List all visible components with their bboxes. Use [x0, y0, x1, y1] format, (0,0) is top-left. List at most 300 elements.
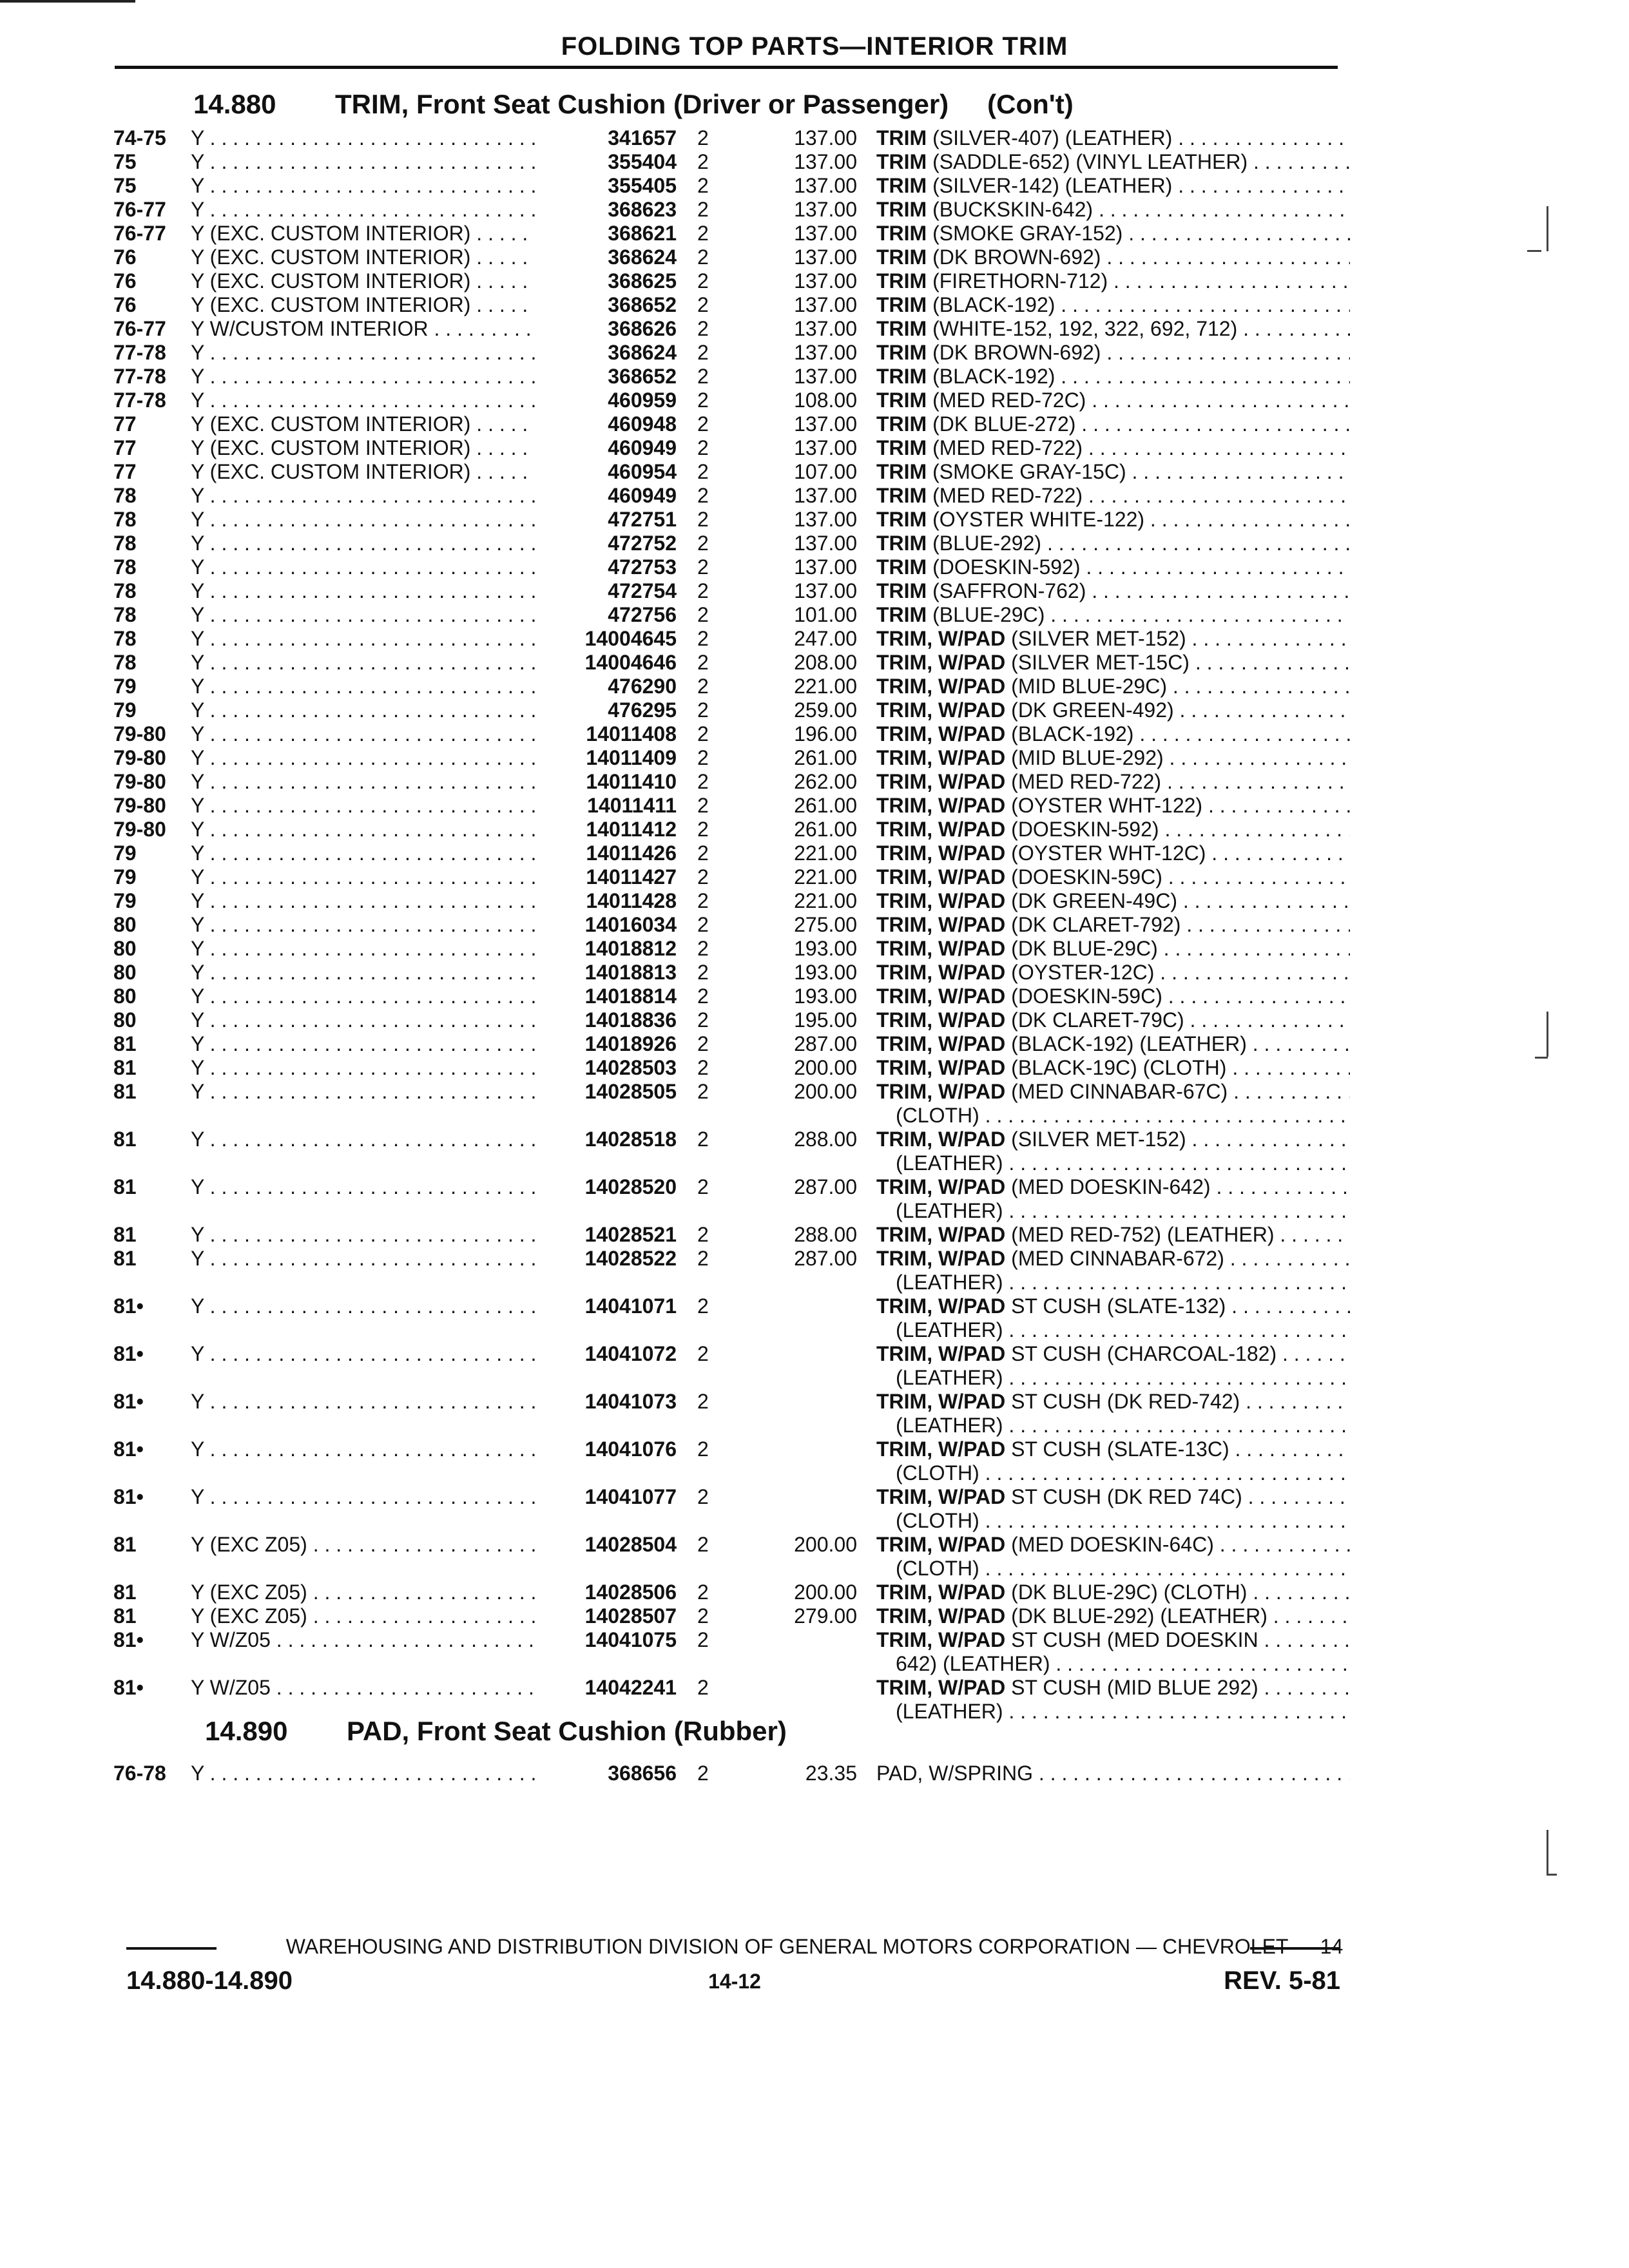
- table-row: [0, 1294, 1629, 1318]
- row-description-prefix: TRIM, W/PAD: [876, 698, 1006, 722]
- row-description-prefix: TRIM: [876, 484, 927, 507]
- row-quantity: 2: [697, 627, 709, 650]
- row-part-number: 368625: [608, 269, 677, 293]
- row-description: [876, 1676, 1350, 1700]
- row-description-prefix: TRIM: [876, 555, 927, 579]
- table-row: [0, 985, 1629, 1008]
- table-row-continuation: [0, 1104, 1629, 1128]
- row-description-prefix: TRIM: [876, 293, 927, 316]
- row-description-text: (BLACK-192): [927, 365, 1055, 388]
- row-quantity: 2: [697, 460, 709, 483]
- row-application: Y . . .: [191, 579, 535, 603]
- row-description: [876, 841, 1350, 865]
- row-description: [876, 1342, 1350, 1366]
- row-part-number: 476290: [608, 675, 677, 698]
- table-row: [0, 1223, 1629, 1247]
- row-part-number: 14018926: [584, 1032, 677, 1055]
- row-year: 81•: [113, 1628, 144, 1651]
- row-part-number: 14018812: [584, 937, 677, 960]
- row-description-prefix: TRIM, W/PAD: [876, 841, 1006, 865]
- row-description: [876, 1223, 1350, 1247]
- table-row: [0, 508, 1629, 532]
- table-row: [0, 1056, 1629, 1080]
- row-quantity: 2: [697, 865, 709, 889]
- row-description-prefix: TRIM: [876, 412, 927, 436]
- table-row: [0, 1581, 1629, 1604]
- row-application: Y . . .: [191, 532, 535, 555]
- row-quantity: 2: [697, 1628, 709, 1651]
- row-quantity: 2: [697, 1581, 709, 1604]
- row-year: 77-78: [113, 389, 166, 412]
- row-description-continued: 642) (LEATHER) . . .: [896, 1652, 1350, 1676]
- row-quantity: 2: [697, 1676, 709, 1699]
- row-description-text: (MED CINNABAR-67C): [1005, 1080, 1228, 1103]
- row-description: [876, 770, 1350, 794]
- row-description-prefix: TRIM: [876, 532, 927, 555]
- row-year: 78: [113, 651, 137, 674]
- row-part-number: 14011427: [586, 865, 677, 889]
- row-application: Y . . .: [191, 150, 535, 174]
- row-price: 221.00: [794, 675, 857, 698]
- row-part-number: 341657: [608, 126, 677, 149]
- row-year: 80: [113, 913, 137, 936]
- row-part-number: 14041071: [584, 1294, 677, 1318]
- row-description-text: (DOESKIN-592): [1005, 818, 1159, 841]
- row-description-text: ST CUSH (DK RED 74C): [1005, 1485, 1242, 1508]
- table-row: [0, 126, 1629, 150]
- row-part-number: 368624: [608, 341, 677, 364]
- row-description-prefix: TRIM, W/PAD: [876, 865, 1006, 889]
- row-description: [876, 889, 1350, 913]
- row-description-continued: (LEATHER) . . .: [896, 1151, 1350, 1175]
- row-price: 262.00: [794, 770, 857, 793]
- row-application: Y . . .: [191, 484, 535, 508]
- row-description-prefix: TRIM: [876, 222, 927, 245]
- row-price: 107.00: [794, 460, 857, 483]
- row-description-prefix: TRIM, W/PAD: [876, 1008, 1006, 1032]
- row-description: [876, 675, 1350, 698]
- row-description-prefix: TRIM: [876, 460, 927, 483]
- row-part-number: 14028507: [584, 1604, 677, 1628]
- table-row: [0, 365, 1629, 389]
- row-application: Y (EXC. CUSTOM INTERIOR) . . .: [191, 269, 535, 293]
- row-price: 261.00: [794, 746, 857, 769]
- row-year: 76-77: [113, 222, 166, 245]
- row-description-text: (MED RED-72C): [927, 389, 1086, 412]
- row-application: Y . . .: [191, 698, 535, 722]
- row-price: 137.00: [794, 412, 857, 436]
- row-quantity: 2: [697, 1175, 709, 1198]
- row-quantity: 2: [697, 174, 709, 197]
- row-description: [876, 603, 1350, 627]
- row-quantity: 2: [697, 579, 709, 602]
- table-row: [0, 937, 1629, 961]
- row-application: Y . . .: [191, 722, 535, 746]
- row-year: 81: [113, 1056, 137, 1079]
- table-row-continuation: [0, 1557, 1629, 1581]
- row-year: 75: [113, 174, 137, 197]
- row-application: Y . . .: [191, 961, 535, 985]
- table-row: [0, 317, 1629, 341]
- table-row: [0, 460, 1629, 484]
- row-description-continued: (CLOTH) . . .: [896, 1104, 1350, 1128]
- row-quantity: 2: [697, 722, 709, 745]
- row-year: 77: [113, 412, 137, 436]
- row-part-number: 14016034: [584, 913, 677, 936]
- row-description: [876, 1128, 1350, 1151]
- row-year: 77-78: [113, 365, 166, 388]
- row-quantity: 2: [697, 1247, 709, 1270]
- row-description: [876, 1247, 1350, 1271]
- row-part-number: 460949: [608, 484, 677, 507]
- row-quantity: 2: [697, 198, 709, 221]
- row-price: 261.00: [794, 794, 857, 817]
- row-quantity: 2: [697, 293, 709, 316]
- row-year: 81: [113, 1247, 137, 1270]
- row-description-text: (SILVER MET-15C): [1005, 651, 1190, 674]
- row-price: 288.00: [794, 1223, 857, 1246]
- table-row: [0, 532, 1629, 555]
- row-description-prefix: TRIM: [876, 389, 927, 412]
- row-part-number: 460948: [608, 412, 677, 436]
- row-quantity: 2: [697, 603, 709, 626]
- row-price: 137.00: [794, 150, 857, 173]
- row-quantity: 2: [697, 1533, 709, 1556]
- row-year: 81: [113, 1080, 137, 1103]
- row-description-text: (DK BLUE-29C): [1005, 937, 1158, 960]
- row-description-text: (MED RED-722): [927, 436, 1083, 459]
- row-description: [876, 1533, 1350, 1557]
- row-application: Y . . .: [191, 1294, 535, 1318]
- table-row-continuation: [0, 1318, 1629, 1342]
- row-year: 81: [113, 1581, 137, 1604]
- footer-revision: REV. 5-81: [1224, 1966, 1340, 1995]
- row-description-prefix: TRIM, W/PAD: [876, 1032, 1006, 1055]
- row-part-number: 14028504: [584, 1533, 677, 1556]
- row-quantity: 2: [697, 770, 709, 793]
- row-description-text: (MID BLUE-292): [1005, 746, 1164, 769]
- row-price: 288.00: [794, 1128, 857, 1151]
- row-quantity: 2: [697, 889, 709, 912]
- row-year: 81: [113, 1533, 137, 1556]
- row-description-prefix: TRIM, W/PAD: [876, 1128, 1006, 1151]
- footer-page-number: 14-12: [708, 1970, 761, 1993]
- row-part-number: 368656: [608, 1762, 677, 1785]
- row-description: [876, 722, 1350, 746]
- row-part-number: 14011412: [586, 818, 677, 841]
- row-quantity: 2: [697, 1032, 709, 1055]
- table-row: [0, 341, 1629, 365]
- row-year: 79: [113, 889, 137, 912]
- section-title: PAD, Front Seat Cushion (Rubber): [347, 1716, 787, 1746]
- table-row: [0, 1533, 1629, 1557]
- row-part-number: 14028503: [584, 1056, 677, 1079]
- row-description-text: (DOESKIN-592): [927, 555, 1081, 579]
- row-application: Y . . .: [191, 937, 535, 961]
- table-row: [0, 1485, 1629, 1509]
- row-year: 79: [113, 865, 137, 889]
- row-application: Y . . .: [191, 198, 535, 222]
- table-row: [0, 1128, 1629, 1151]
- table-row-continuation: [0, 1652, 1629, 1676]
- row-application: Y . . .: [191, 1080, 535, 1104]
- row-description-prefix: TRIM, W/PAD: [876, 1604, 1006, 1628]
- row-price: 279.00: [794, 1604, 857, 1628]
- row-part-number: 472752: [608, 532, 677, 555]
- row-description: [876, 651, 1350, 675]
- row-description: [876, 1604, 1350, 1628]
- row-description-text: (BLUE-29C): [927, 603, 1045, 626]
- row-quantity: 2: [697, 913, 709, 936]
- row-year: 77: [113, 436, 137, 459]
- row-application: Y W/CUSTOM INTERIOR . . .: [191, 317, 535, 341]
- scan-mark: [1535, 1057, 1548, 1059]
- row-part-number: 14004646: [584, 651, 677, 674]
- row-description-text: (BLACK-192): [1005, 722, 1134, 745]
- row-description: [876, 174, 1350, 198]
- row-description-text: (MED DOESKIN-64C): [1005, 1533, 1214, 1556]
- row-description-text: (MED CINNABAR-672): [1005, 1247, 1224, 1270]
- row-description-prefix: TRIM, W/PAD: [876, 1294, 1006, 1318]
- row-description-text: (FIRETHORN-712): [927, 269, 1108, 293]
- table-row: [0, 222, 1629, 245]
- row-year: 76-78: [113, 1762, 166, 1785]
- table-row: [0, 961, 1629, 985]
- row-part-number: 460949: [608, 436, 677, 459]
- row-description: [876, 579, 1350, 603]
- row-year: 77: [113, 460, 137, 483]
- row-quantity: 2: [697, 555, 709, 579]
- table-row: [0, 1080, 1629, 1104]
- row-description-prefix: TRIM: [876, 365, 927, 388]
- table-row: [0, 245, 1629, 269]
- row-application: Y . . .: [191, 675, 535, 698]
- row-application: Y (EXC Z05) . . .: [191, 1581, 535, 1604]
- row-price: 137.00: [794, 293, 857, 316]
- row-description-prefix: TRIM, W/PAD: [876, 937, 1006, 960]
- row-application: Y (EXC. CUSTOM INTERIOR) . . .: [191, 460, 535, 484]
- row-quantity: 2: [697, 961, 709, 984]
- row-application: Y . . .: [191, 651, 535, 675]
- row-application: Y . . .: [191, 365, 535, 389]
- row-quantity: 2: [697, 937, 709, 960]
- table-row: [0, 627, 1629, 651]
- table-row: [0, 794, 1629, 818]
- row-application: Y (EXC. CUSTOM INTERIOR) . . .: [191, 412, 535, 436]
- row-part-number: 14028521: [584, 1223, 677, 1246]
- row-part-number: 14011410: [586, 770, 677, 793]
- table-row-continuation: [0, 1509, 1629, 1533]
- row-part-number: 472756: [608, 603, 677, 626]
- row-price: 137.00: [794, 222, 857, 245]
- row-description: [876, 961, 1350, 985]
- row-quantity: 2: [697, 222, 709, 245]
- row-description: [876, 245, 1350, 269]
- scan-mark: [1547, 206, 1548, 251]
- row-description-text: (SMOKE GRAY-15C): [927, 460, 1126, 483]
- row-year: 81•: [113, 1676, 144, 1699]
- row-description-prefix: TRIM, W/PAD: [876, 675, 1006, 698]
- table-row: [0, 1032, 1629, 1056]
- row-part-number: 14011408: [586, 722, 677, 745]
- row-description-text: (MED RED-722): [1005, 770, 1162, 793]
- row-part-number: 368652: [608, 365, 677, 388]
- row-description-continued: (CLOTH) . . .: [896, 1461, 1350, 1485]
- row-description: [876, 865, 1350, 889]
- row-description-text: (BLACK-192) (LEATHER): [1005, 1032, 1247, 1055]
- table-row: [0, 913, 1629, 937]
- row-year: 77-78: [113, 341, 166, 364]
- row-quantity: 2: [697, 1056, 709, 1079]
- row-part-number: 14018836: [584, 1008, 677, 1032]
- row-description-text: (SADDLE-652) (VINYL LEATHER): [927, 150, 1248, 173]
- row-quantity: 2: [697, 389, 709, 412]
- row-price: 275.00: [794, 913, 857, 936]
- row-year: 76-77: [113, 198, 166, 221]
- row-description-prefix: TRIM, W/PAD: [876, 651, 1006, 674]
- row-description: [876, 1175, 1350, 1199]
- row-part-number: 472753: [608, 555, 677, 579]
- row-year: 78: [113, 603, 137, 626]
- row-description-prefix: TRIM, W/PAD: [876, 913, 1006, 936]
- row-part-number: 368621: [608, 222, 677, 245]
- row-description-prefix: TRIM: [876, 436, 927, 459]
- row-description-text: (DK GREEN-49C): [1005, 889, 1177, 912]
- row-description: [876, 1390, 1350, 1414]
- row-description: [876, 317, 1350, 341]
- row-quantity: 2: [697, 317, 709, 340]
- row-description-continued: (LEATHER) . . .: [896, 1199, 1350, 1223]
- row-description-text: (OYSTER WHITE-122): [927, 508, 1145, 531]
- row-year: 76: [113, 245, 137, 269]
- row-application: Y . . .: [191, 1056, 535, 1080]
- row-price: 137.00: [794, 174, 857, 197]
- page-title: FOLDING TOP PARTS—INTERIOR TRIM: [561, 32, 1068, 61]
- row-description-text: (SAFFRON-762): [927, 579, 1086, 602]
- row-year: 81: [113, 1032, 137, 1055]
- row-price: 200.00: [794, 1056, 857, 1079]
- row-quantity: 2: [697, 698, 709, 722]
- row-description-prefix: TRIM, W/PAD: [876, 746, 1006, 769]
- row-quantity: 2: [697, 1294, 709, 1318]
- row-application: Y (EXC Z05) . . .: [191, 1604, 535, 1628]
- table-row: [0, 579, 1629, 603]
- table-row: [0, 1008, 1629, 1032]
- row-price: 287.00: [794, 1032, 857, 1055]
- row-quantity: 2: [697, 1342, 709, 1365]
- row-application: Y . . .: [191, 603, 535, 627]
- row-year: 79: [113, 841, 137, 865]
- scan-mark: [1527, 250, 1541, 252]
- row-description-prefix: TRIM: [876, 150, 927, 173]
- row-description: [876, 746, 1350, 770]
- row-application: Y (EXC. CUSTOM INTERIOR) . . .: [191, 222, 535, 245]
- row-description: [876, 150, 1350, 174]
- row-price: 247.00: [794, 627, 857, 650]
- row-price: 137.00: [794, 365, 857, 388]
- row-application: Y . . .: [191, 1008, 535, 1032]
- row-part-number: 368626: [608, 317, 677, 340]
- row-year: 81: [113, 1175, 137, 1198]
- scan-mark: [1547, 1012, 1548, 1057]
- row-description: [876, 698, 1350, 722]
- footer-division: WAREHOUSING AND DISTRIBUTION DIVISION OF GENERAL MOTORS CORPORATION — CHEVROLET — 14: [285, 1935, 1344, 1958]
- row-price: 137.00: [794, 269, 857, 293]
- row-year: 78: [113, 484, 137, 507]
- row-part-number: 368652: [608, 293, 677, 316]
- section-title: TRIM, Front Seat Cushion (Driver or Passenger): [335, 89, 949, 119]
- section-number: 14.880: [193, 89, 276, 119]
- row-description: [876, 1294, 1350, 1318]
- row-year: 80: [113, 937, 137, 960]
- section-heading-14880: [193, 89, 1074, 120]
- row-description-text: PAD, W/SPRING: [876, 1762, 1033, 1785]
- row-part-number: 14042241: [584, 1676, 677, 1699]
- row-quantity: 2: [697, 341, 709, 364]
- row-description: [876, 365, 1350, 389]
- section-number: 14.890: [205, 1716, 288, 1746]
- row-description: [876, 985, 1350, 1008]
- row-application: Y W/Z05 . . .: [191, 1628, 535, 1652]
- table-row: [0, 698, 1629, 722]
- row-description-text: (BLUE-292): [927, 532, 1042, 555]
- row-price: 137.00: [794, 508, 857, 531]
- row-quantity: 2: [697, 1008, 709, 1032]
- row-description-prefix: TRIM, W/PAD: [876, 1437, 1006, 1461]
- row-description: [876, 1437, 1350, 1461]
- table-row: [0, 412, 1629, 436]
- row-quantity: 2: [697, 412, 709, 436]
- row-description-prefix: TRIM: [876, 579, 927, 602]
- row-year: 74-75: [113, 126, 166, 149]
- row-year: 81: [113, 1128, 137, 1151]
- row-description-text: ST CUSH (MED DOESKIN: [1005, 1628, 1258, 1651]
- row-year: 79-80: [113, 818, 166, 841]
- row-description-text: (DOESKIN-59C): [1005, 865, 1162, 889]
- row-application: Y . . .: [191, 555, 535, 579]
- row-description: [876, 1762, 1350, 1785]
- row-price: 137.00: [794, 436, 857, 459]
- row-application: Y . . .: [191, 1437, 535, 1461]
- row-description-text: (MED RED-752) (LEATHER): [1005, 1223, 1275, 1246]
- row-description-prefix: TRIM: [876, 198, 927, 221]
- row-quantity: 2: [697, 436, 709, 459]
- row-quantity: 2: [697, 794, 709, 817]
- row-description: [876, 1485, 1350, 1509]
- row-description: [876, 412, 1350, 436]
- row-description: [876, 484, 1350, 508]
- row-part-number: 472754: [608, 579, 677, 602]
- row-description-text: (SILVER-407) (LEATHER): [927, 126, 1173, 149]
- row-year: 81•: [113, 1342, 144, 1365]
- row-quantity: 2: [697, 484, 709, 507]
- table-row: [0, 1676, 1629, 1700]
- table-row: [0, 1342, 1629, 1366]
- row-description-prefix: TRIM, W/PAD: [876, 818, 1006, 841]
- row-year: 75: [113, 150, 137, 173]
- table-row: [0, 1604, 1629, 1628]
- row-description-prefix: TRIM, W/PAD: [876, 1628, 1006, 1651]
- table-row: [0, 1390, 1629, 1414]
- row-price: 137.00: [794, 198, 857, 221]
- scan-mark: [1547, 1830, 1548, 1875]
- row-quantity: 2: [697, 1604, 709, 1628]
- row-quantity: 2: [697, 1485, 709, 1508]
- row-price: 137.00: [794, 555, 857, 579]
- row-description-text: (DK GREEN-492): [1005, 698, 1174, 722]
- row-price: 221.00: [794, 841, 857, 865]
- row-description-text: (DK CLARET-792): [1005, 913, 1181, 936]
